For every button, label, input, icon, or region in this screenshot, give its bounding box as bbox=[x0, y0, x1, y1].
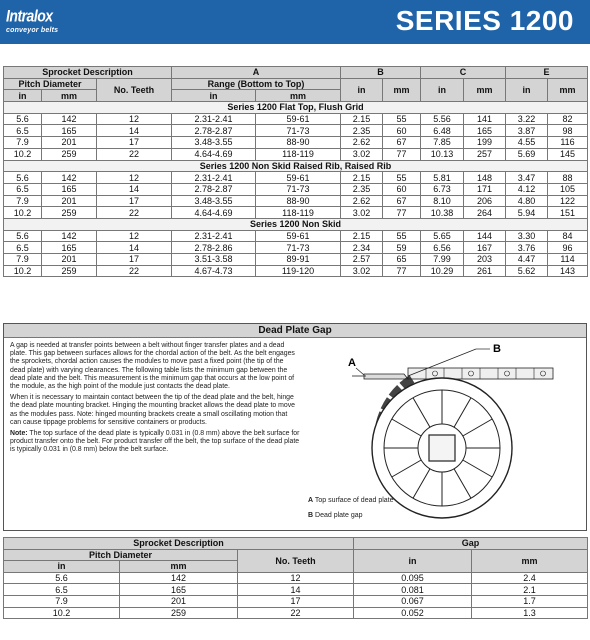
figure-label-b: B bbox=[493, 343, 501, 355]
header-no-teeth: No. Teeth bbox=[97, 78, 172, 101]
table-cell: 165 bbox=[42, 183, 97, 195]
table-cell: 167 bbox=[464, 242, 506, 254]
legend-a bbox=[308, 497, 394, 504]
table-row bbox=[4, 595, 588, 607]
header-b: B bbox=[341, 67, 421, 79]
gap-header-gap: Gap bbox=[354, 538, 588, 550]
table-cell: 22 bbox=[97, 207, 172, 219]
table-cell: 165 bbox=[120, 584, 238, 596]
table-cell: 67 bbox=[383, 195, 421, 207]
header-pd-in: in bbox=[4, 90, 42, 102]
note-label: Note: bbox=[10, 430, 28, 438]
table-row bbox=[4, 242, 588, 254]
header-a-mm: mm bbox=[256, 90, 341, 102]
table-cell: 77 bbox=[383, 207, 421, 219]
label-a-leader bbox=[356, 368, 364, 375]
table-cell: 201 bbox=[42, 137, 97, 149]
note-text: The top surface of the dead plate is typically 0.031 in (0.8 mm) above the belt surface for product transfer onto the belt. For product transfer off the belt, the top surface of the dead plate is typically 0.031 in (0.8 mm) below the belt surface. bbox=[10, 430, 300, 454]
gap-header-pd-in: in bbox=[4, 561, 120, 573]
table-cell: 118-119 bbox=[256, 148, 341, 160]
table-cell: 3.02 bbox=[341, 207, 383, 219]
table-cell: 264 bbox=[464, 207, 506, 219]
table-cell: 4.67-4.73 bbox=[172, 265, 256, 277]
header-range: Range (Bottom to Top) bbox=[172, 78, 341, 90]
table-row bbox=[4, 137, 588, 149]
table-cell: 201 bbox=[42, 254, 97, 266]
table-cell: 2.78-2.86 bbox=[172, 242, 256, 254]
table-cell: 6.5 bbox=[4, 125, 42, 137]
table-cell: 17 bbox=[97, 254, 172, 266]
gap-table-body bbox=[4, 572, 588, 618]
table-cell: 3.47 bbox=[506, 172, 548, 184]
table-cell: 142 bbox=[42, 172, 97, 184]
sub-header-row bbox=[4, 78, 588, 90]
table-cell: 145 bbox=[548, 148, 588, 160]
table-cell: 142 bbox=[42, 230, 97, 242]
table-cell: 2.31-2.41 bbox=[172, 172, 256, 184]
table-cell: 2.57 bbox=[341, 254, 383, 266]
table-cell: 77 bbox=[383, 265, 421, 277]
table-row bbox=[4, 195, 588, 207]
table-cell: 5.94 bbox=[506, 207, 548, 219]
table-cell: 2.35 bbox=[341, 125, 383, 137]
dead-plate-description bbox=[10, 342, 300, 458]
table-cell: 171 bbox=[464, 183, 506, 195]
logo-wordmark: Intralox bbox=[6, 6, 53, 26]
table-cell: 5.6 bbox=[4, 113, 42, 125]
table-cell: 165 bbox=[42, 125, 97, 137]
table-cell: 3.30 bbox=[506, 230, 548, 242]
table-cell: 6.73 bbox=[421, 183, 464, 195]
dead-plate-paragraph-1: A gap is needed at transfer points between a belt without finger transfer plates and a dead plate. This gap between surfaces allows for the chordal action of the belt. As the belt engages the sprockets, chordal action causes the modules to move past a fixed point (the tip of the dead plate) with varying clearances. The following table lists the minimum gap between the dead plate and the belt. This measurement is the minimum gap that occurs at the low point of the module, as the high point of the module just contacts the dead plate. bbox=[10, 342, 295, 391]
group-header-row bbox=[4, 67, 588, 79]
table-cell: 6.5 bbox=[4, 584, 120, 596]
table-cell: 151 bbox=[548, 207, 588, 219]
dead-plate-shape bbox=[364, 374, 408, 379]
header-a: A bbox=[172, 67, 341, 79]
table-cell: 10.2 bbox=[4, 207, 42, 219]
table-cell: 118-119 bbox=[256, 207, 341, 219]
header-c-in: in bbox=[421, 78, 464, 101]
table-cell: 3.22 bbox=[506, 113, 548, 125]
table-cell: 88 bbox=[548, 172, 588, 184]
header-pd-mm: mm bbox=[42, 90, 97, 102]
table-cell: 77 bbox=[383, 148, 421, 160]
table-cell: 141 bbox=[464, 113, 506, 125]
table-cell: 259 bbox=[42, 265, 97, 277]
table-cell: 3.48-3.55 bbox=[172, 195, 256, 207]
table-cell: 201 bbox=[120, 595, 238, 607]
table-cell: 2.15 bbox=[341, 113, 383, 125]
figure-label-a: A bbox=[348, 357, 356, 369]
table-row bbox=[4, 172, 588, 184]
header-sprocket-description: Sprocket Description bbox=[4, 67, 172, 79]
legend-b bbox=[308, 512, 363, 519]
table-row bbox=[4, 207, 588, 219]
table-cell: 71-73 bbox=[256, 125, 341, 137]
header-b-mm: mm bbox=[383, 78, 421, 101]
gap-header-gap-mm: mm bbox=[472, 549, 588, 572]
table-cell: 3.02 bbox=[341, 265, 383, 277]
table-cell: 59-61 bbox=[256, 172, 341, 184]
table-cell: 2.15 bbox=[341, 230, 383, 242]
table-cell: 10.2 bbox=[4, 265, 42, 277]
table-cell: 10.2 bbox=[4, 607, 120, 619]
table-cell: 12 bbox=[97, 113, 172, 125]
gap-sub-header-row bbox=[4, 549, 588, 561]
table-cell: 2.15 bbox=[341, 172, 383, 184]
series-title: SERIES 1200 bbox=[395, 5, 574, 36]
table-cell: 165 bbox=[464, 125, 506, 137]
gap-header-sprocket-description: Sprocket Description bbox=[4, 538, 354, 550]
table-cell: 17 bbox=[238, 595, 354, 607]
section-header-row bbox=[4, 160, 588, 172]
table-cell: 259 bbox=[120, 607, 238, 619]
table-cell: 2.31-2.41 bbox=[172, 113, 256, 125]
table-cell: 88-90 bbox=[256, 137, 341, 149]
legend-a-text: Top surface of dead plate bbox=[314, 497, 394, 504]
table-cell: 5.65 bbox=[421, 230, 464, 242]
table-cell: 2.78-2.87 bbox=[172, 125, 256, 137]
table-cell: 203 bbox=[464, 254, 506, 266]
table-row bbox=[4, 254, 588, 266]
table-cell: 3.02 bbox=[341, 148, 383, 160]
table-cell: 14 bbox=[97, 183, 172, 195]
table-cell: 4.64-4.69 bbox=[172, 207, 256, 219]
table-cell: 105 bbox=[548, 183, 588, 195]
table-cell: 2.4 bbox=[472, 572, 588, 584]
header-a-in: in bbox=[172, 90, 256, 102]
table-cell: 84 bbox=[548, 230, 588, 242]
table-cell: 114 bbox=[548, 254, 588, 266]
table-cell: 6.56 bbox=[421, 242, 464, 254]
table-row bbox=[4, 607, 588, 619]
gap-header-pd-mm: mm bbox=[120, 561, 238, 573]
sprocket-square-bore bbox=[429, 435, 455, 461]
section-title: Series 1200 Non Skid Raised Rib, Raised Rib bbox=[4, 160, 588, 172]
table-cell: 5.56 bbox=[421, 113, 464, 125]
table-cell: 2.62 bbox=[341, 137, 383, 149]
table-row bbox=[4, 584, 588, 596]
table-cell: 89-91 bbox=[256, 254, 341, 266]
header-bar bbox=[0, 0, 590, 44]
table-cell: 2.1 bbox=[472, 584, 588, 596]
header-e: E bbox=[506, 67, 588, 79]
gap-header-no-teeth: No. Teeth bbox=[238, 549, 354, 572]
table-cell: 22 bbox=[238, 607, 354, 619]
table-cell: 5.69 bbox=[506, 148, 548, 160]
sprocket-dimension-table bbox=[3, 66, 588, 277]
logo-tagline: conveyor belts bbox=[6, 27, 59, 34]
table-cell: 12 bbox=[97, 230, 172, 242]
table-cell: 6.48 bbox=[421, 125, 464, 137]
table-cell: 55 bbox=[383, 230, 421, 242]
table-cell: 60 bbox=[383, 125, 421, 137]
table-cell: 22 bbox=[97, 148, 172, 160]
table-cell: 259 bbox=[42, 207, 97, 219]
table-cell: 0.095 bbox=[354, 572, 472, 584]
table-cell: 4.47 bbox=[506, 254, 548, 266]
table-row bbox=[4, 572, 588, 584]
table-cell: 144 bbox=[464, 230, 506, 242]
table-cell: 3.51-3.58 bbox=[172, 254, 256, 266]
table-cell: 10.29 bbox=[421, 265, 464, 277]
table-cell: 116 bbox=[548, 137, 588, 149]
table-cell: 3.76 bbox=[506, 242, 548, 254]
table-cell: 5.62 bbox=[506, 265, 548, 277]
dead-plate-paragraph-2: When it is necessary to maintain contact between the tip of the dead plate and the belt, hinge the dead plate mounting bracket. Hinging the mounting bracket allows the dead plate to move as the modules pass. Note: hinged mounting brackets create a small oscillating motion that can cause tippage problems for sensitive containers or products. bbox=[10, 394, 295, 426]
table-cell: 2.62 bbox=[341, 195, 383, 207]
table-cell: 7.9 bbox=[4, 195, 42, 207]
dead-plate-title: Dead Plate Gap bbox=[4, 324, 586, 338]
table-cell: 10.38 bbox=[421, 207, 464, 219]
table-cell: 71-73 bbox=[256, 183, 341, 195]
table-cell: 17 bbox=[97, 195, 172, 207]
table-cell: 5.6 bbox=[4, 230, 42, 242]
table-cell: 8.10 bbox=[421, 195, 464, 207]
table-cell: 7.9 bbox=[4, 137, 42, 149]
sprocket-table-body bbox=[4, 102, 588, 277]
table-cell: 122 bbox=[548, 195, 588, 207]
legend-b-text: Dead plate gap bbox=[315, 512, 363, 519]
table-cell: 12 bbox=[97, 172, 172, 184]
table-cell: 201 bbox=[42, 195, 97, 207]
table-cell: 6.5 bbox=[4, 183, 42, 195]
table-cell: 5.81 bbox=[421, 172, 464, 184]
table-cell: 3.87 bbox=[506, 125, 548, 137]
table-cell: 143 bbox=[548, 265, 588, 277]
table-cell: 4.12 bbox=[506, 183, 548, 195]
gap-group-header-row bbox=[4, 538, 588, 550]
header-pitch-diameter: Pitch Diameter bbox=[4, 78, 97, 90]
table-cell: 6.5 bbox=[4, 242, 42, 254]
table-cell: 59 bbox=[383, 242, 421, 254]
table-cell: 12 bbox=[238, 572, 354, 584]
table-cell: 71-73 bbox=[256, 242, 341, 254]
dead-plate-gap-panel bbox=[3, 323, 587, 531]
table-cell: 7.85 bbox=[421, 137, 464, 149]
table-cell: 1.3 bbox=[472, 607, 588, 619]
table-cell: 65 bbox=[383, 254, 421, 266]
header-e-mm: mm bbox=[548, 78, 588, 101]
table-cell: 119-120 bbox=[256, 265, 341, 277]
table-cell: 257 bbox=[464, 148, 506, 160]
table-cell: 2.78-2.87 bbox=[172, 183, 256, 195]
table-cell: 0.067 bbox=[354, 595, 472, 607]
table-cell: 259 bbox=[42, 148, 97, 160]
table-cell: 10.13 bbox=[421, 148, 464, 160]
table-cell: 0.052 bbox=[354, 607, 472, 619]
table-cell: 22 bbox=[97, 265, 172, 277]
header-c-mm: mm bbox=[464, 78, 506, 101]
legend-b-key: B bbox=[308, 512, 314, 519]
table-row bbox=[4, 265, 588, 277]
table-cell: 14 bbox=[238, 584, 354, 596]
header-c: C bbox=[421, 67, 506, 79]
belt-strip bbox=[408, 368, 553, 379]
section-header-row bbox=[4, 102, 588, 114]
table-cell: 2.31-2.41 bbox=[172, 230, 256, 242]
table-cell: 5.6 bbox=[4, 572, 120, 584]
table-cell: 142 bbox=[42, 113, 97, 125]
table-cell: 5.6 bbox=[4, 172, 42, 184]
table-cell: 17 bbox=[97, 137, 172, 149]
gap-header-pitch-diameter: Pitch Diameter bbox=[4, 549, 238, 561]
table-cell: 7.9 bbox=[4, 595, 120, 607]
table-cell: 55 bbox=[383, 172, 421, 184]
table-row bbox=[4, 113, 588, 125]
table-row bbox=[4, 183, 588, 195]
table-cell: 148 bbox=[464, 172, 506, 184]
table-cell: 14 bbox=[97, 242, 172, 254]
intralox-logo bbox=[6, 6, 62, 36]
table-cell: 2.35 bbox=[341, 183, 383, 195]
legend-a-key: A bbox=[308, 497, 314, 504]
table-cell: 82 bbox=[548, 113, 588, 125]
table-cell: 199 bbox=[464, 137, 506, 149]
table-cell: 0.081 bbox=[354, 584, 472, 596]
table-cell: 3.48-3.55 bbox=[172, 137, 256, 149]
gap-header-gap-in: in bbox=[354, 549, 472, 572]
table-cell: 4.55 bbox=[506, 137, 548, 149]
table-cell: 2.34 bbox=[341, 242, 383, 254]
section-title: Series 1200 Non Skid bbox=[4, 218, 588, 230]
table-cell: 261 bbox=[464, 265, 506, 277]
table-cell: 88-90 bbox=[256, 195, 341, 207]
table-cell: 7.9 bbox=[4, 254, 42, 266]
header-e-in: in bbox=[506, 78, 548, 101]
table-cell: 60 bbox=[383, 183, 421, 195]
section-title: Series 1200 Flat Top, Flush Grid bbox=[4, 102, 588, 114]
table-cell: 10.2 bbox=[4, 148, 42, 160]
table-cell: 59-61 bbox=[256, 113, 341, 125]
dead-plate-note bbox=[10, 430, 300, 455]
table-cell: 7.99 bbox=[421, 254, 464, 266]
header-b-in: in bbox=[341, 78, 383, 101]
section-header-row bbox=[4, 218, 588, 230]
table-row bbox=[4, 230, 588, 242]
table-cell: 55 bbox=[383, 113, 421, 125]
table-cell: 206 bbox=[464, 195, 506, 207]
table-cell: 142 bbox=[120, 572, 238, 584]
table-cell: 4.64-4.69 bbox=[172, 148, 256, 160]
table-row bbox=[4, 148, 588, 160]
table-row bbox=[4, 125, 588, 137]
table-cell: 96 bbox=[548, 242, 588, 254]
table-cell: 98 bbox=[548, 125, 588, 137]
dead-plate-gap-table bbox=[3, 537, 588, 619]
table-cell: 4.80 bbox=[506, 195, 548, 207]
table-cell: 59-61 bbox=[256, 230, 341, 242]
table-cell: 165 bbox=[42, 242, 97, 254]
table-cell: 1.7 bbox=[472, 595, 588, 607]
table-cell: 67 bbox=[383, 137, 421, 149]
table-cell: 14 bbox=[97, 125, 172, 137]
